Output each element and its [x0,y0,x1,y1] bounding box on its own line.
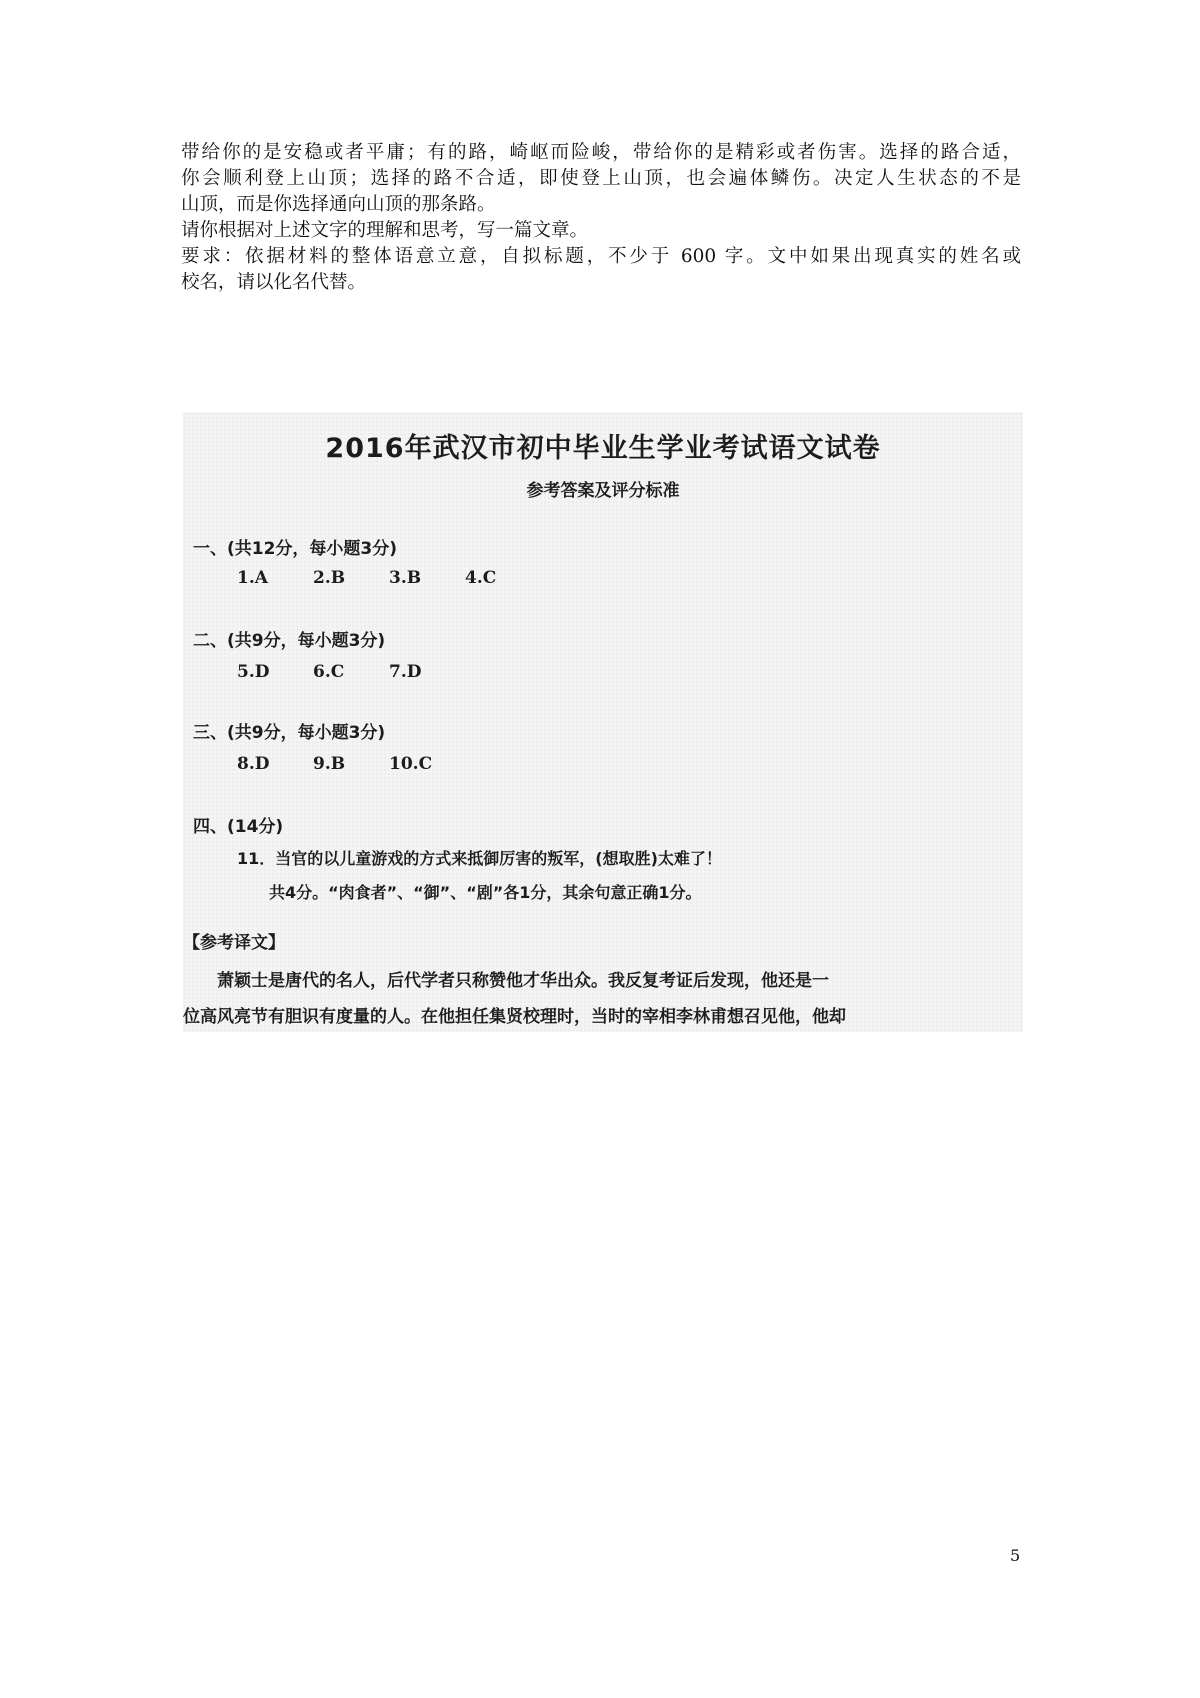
section-4-heading: 四、(14分) [193,817,284,837]
translation-line-1: 萧颖士是唐代的名人，后代学者只称赞他才华出众。我反复考证后发现，他还是一 [217,971,829,991]
answer-key-subtitle: 参考答案及评分标准 [526,481,680,501]
prompt-line-6: 校名，请以化名代替。 [181,272,367,293]
answer-3: 3.B [389,568,422,588]
answer-1: 1.A [237,568,268,588]
prompt-line-1: 带给你的是安稳或者平庸；有的路，崎岖而险峻，带给你的是精彩或者伤害。选择的路合适， [181,142,1021,163]
answer-5: 5.D [237,662,270,682]
answer-8: 8.D [237,754,270,774]
answer-key-scan [183,412,1023,1032]
question-11-answer: 11．当官的以儿童游戏的方式来抵御厉害的叛军，(想取胜)太难了！ [237,849,722,868]
answer-9: 9.B [313,754,346,774]
prompt-line-3: 山顶，而是你选择通向山顶的那条路。 [181,194,496,215]
translation-line-2: 位高风亮节有胆识有度量的人。在他担任集贤校理时，当时的宰相李林甫想召见他，他却 [183,1007,846,1027]
prompt-line-2: 你会顺利登上山顶；选择的路不合适，即使登上山顶，也会遍体鳞伤。决定人生状态的不是 [181,168,1021,189]
prompt-line-4: 请你根据对上述文字的理解和思考，写一篇文章。 [181,220,589,241]
answer-6: 6.C [313,662,345,682]
section-3-heading: 三、(共9分，每小题3分) [193,723,386,743]
answer-7: 7.D [389,662,422,682]
answer-10: 10.C [389,754,433,774]
section-1-answers [237,568,541,588]
section-1-heading: 一、(共12分，每小题3分) [193,539,398,559]
page-number: 5 [1010,1546,1021,1565]
essay-prompt-text [181,140,1021,296]
answer-2: 2.B [313,568,346,588]
answer-key-title: 2016年武汉市初中毕业生学业考试语文试卷 [325,433,881,464]
section-2-answers [237,662,465,682]
translation-heading: 【参考译文】 [183,933,285,953]
section-2-heading: 二、(共9分，每小题3分) [193,631,386,651]
prompt-line-5: 要求：依据材料的整体语意立意，自拟标题，不少于 600 字。文中如果出现真实的姓名或 [181,246,1021,267]
question-11-scoring: 共4分。“肉食者”、“御”、“剧”各1分，其余句意正确1分。 [269,883,702,902]
section-3-answers [237,754,465,774]
answer-4: 4.C [465,568,497,588]
